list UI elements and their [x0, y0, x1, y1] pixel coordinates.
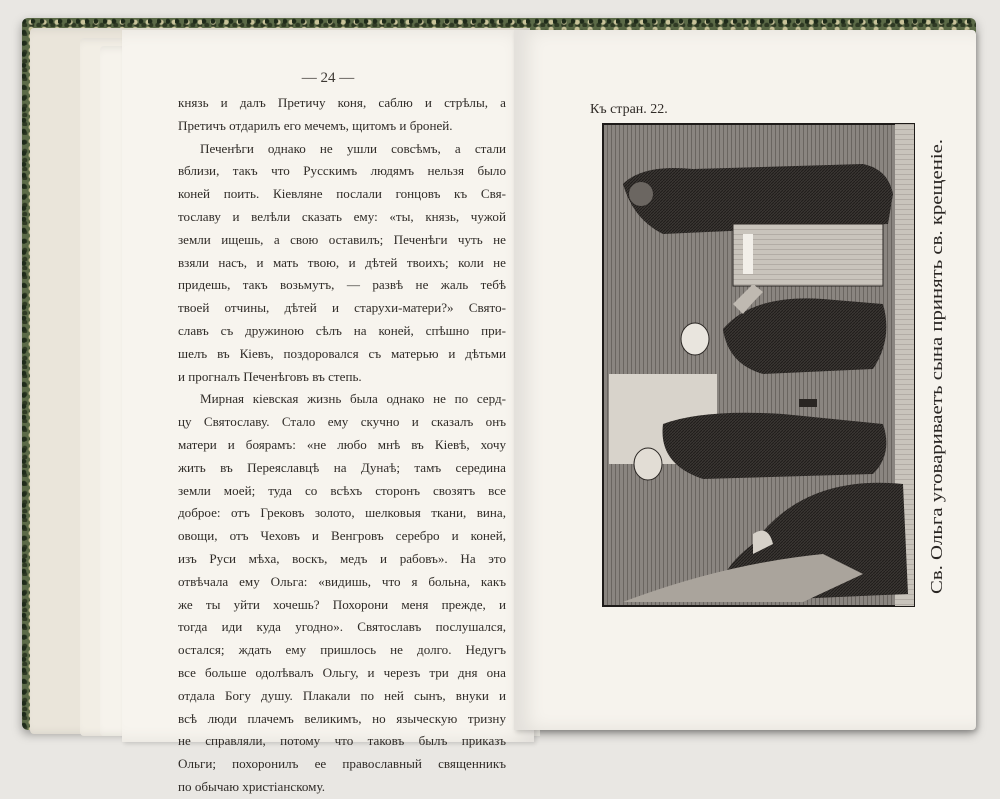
text-line: князь и далъ Претичу коня, саблю и стрѣлы, а [178, 95, 506, 110]
text-line: славъ съ дружиною сѣлъ на коней, спѣшно при- [178, 322, 506, 338]
text-line: коней поить. Кіевляне послали гонцовъ къ Свя- [178, 186, 506, 202]
text-line: Претичъ отдарилъ его мечемъ, щитомъ и броней. [178, 117, 453, 133]
text-line: все больше одолѣвалъ Ольгу, и черезъ три дня она [178, 664, 506, 680]
text-line: отвѣчала ему Ольга: «видишь, что я больна, какъ [178, 573, 506, 589]
page-number: — 24 — [301, 70, 355, 86]
text-line: взяли насъ, и мать твою, и дѣтей твоихъ; коли не [178, 254, 506, 270]
text-line: тославу и велѣли сказать ему: «ты, князь, чужой [178, 208, 506, 224]
text-line: овощи, отъ Чеховъ и Венгровъ серебро и коней, [178, 528, 506, 544]
text-line: изъ Руси мѣха, воскъ, медъ и рабовъ». На это [178, 550, 506, 566]
body-text [178, 92, 506, 799]
text-line: отдала Богу душу. Плакали по ней сынъ, внуки и [178, 687, 506, 703]
text-line: Ольги; похоронилъ ее православный священникъ [178, 756, 506, 772]
text-line: по обычаю христіанскому. [178, 778, 325, 794]
illustration-caption [916, 124, 956, 606]
text-line: цу Святославу. Стало ему скучно и сказалъ онъ [178, 414, 506, 430]
caption-text: Св. Ольга уговариваетъ сына принять св. крещеніе. [927, 221, 946, 594]
text-line: жить въ Переяславцѣ на Дунаѣ; тамъ середина [178, 459, 506, 475]
text-line: земли моей; туда со всѣхъ сторонъ свозятъ все [178, 482, 506, 498]
text-line: тогда иди куда угодно». Святославъ послушался, [178, 619, 506, 635]
page-reference: Къ стран. 22. [590, 102, 668, 117]
text-line: всѣ люди плачемъ великимъ, но языческую тризну [178, 710, 506, 726]
text-line: доброе: отъ Грековъ золото, шелковыя ткани, вина, [178, 505, 506, 521]
text-line: матери и боярамъ: «не любо мнѣ въ Кіевѣ, хочу [178, 436, 506, 452]
text-line: твоей отчины, дѣтей и старухи-матери?» Свято- [178, 300, 506, 316]
text-line: земли ищешь, а свою оставилъ; Печенѣги чуть не [178, 231, 506, 247]
text-line: вблизи, такъ что Русскимъ людямъ нельзя было [178, 163, 506, 179]
text-line: остался; ждать ему пришлось не долго. Недугъ [178, 642, 506, 658]
engraving-illustration [603, 124, 914, 606]
text-line: Мирная кіевская жизнь была однако не по серд- [200, 391, 506, 407]
text-line: же ты уйти хочешь? Похорони меня прежде, и [178, 596, 506, 612]
text-line: и прогналъ Печенѣговъ въ степь. [178, 368, 362, 384]
text-line: придешь, такъ возьмутъ, — развѣ не жаль тебѣ [178, 277, 506, 293]
text-line: шелъ въ Кіевъ, поздоровался съ матерью и дѣтьми [178, 345, 506, 361]
text-line: не справляли, потому что таковъ былъ приказъ [178, 733, 506, 749]
text-line: Печенѣги однако не ушли совсѣмъ, а стали [200, 140, 506, 156]
left-page [122, 30, 534, 794]
